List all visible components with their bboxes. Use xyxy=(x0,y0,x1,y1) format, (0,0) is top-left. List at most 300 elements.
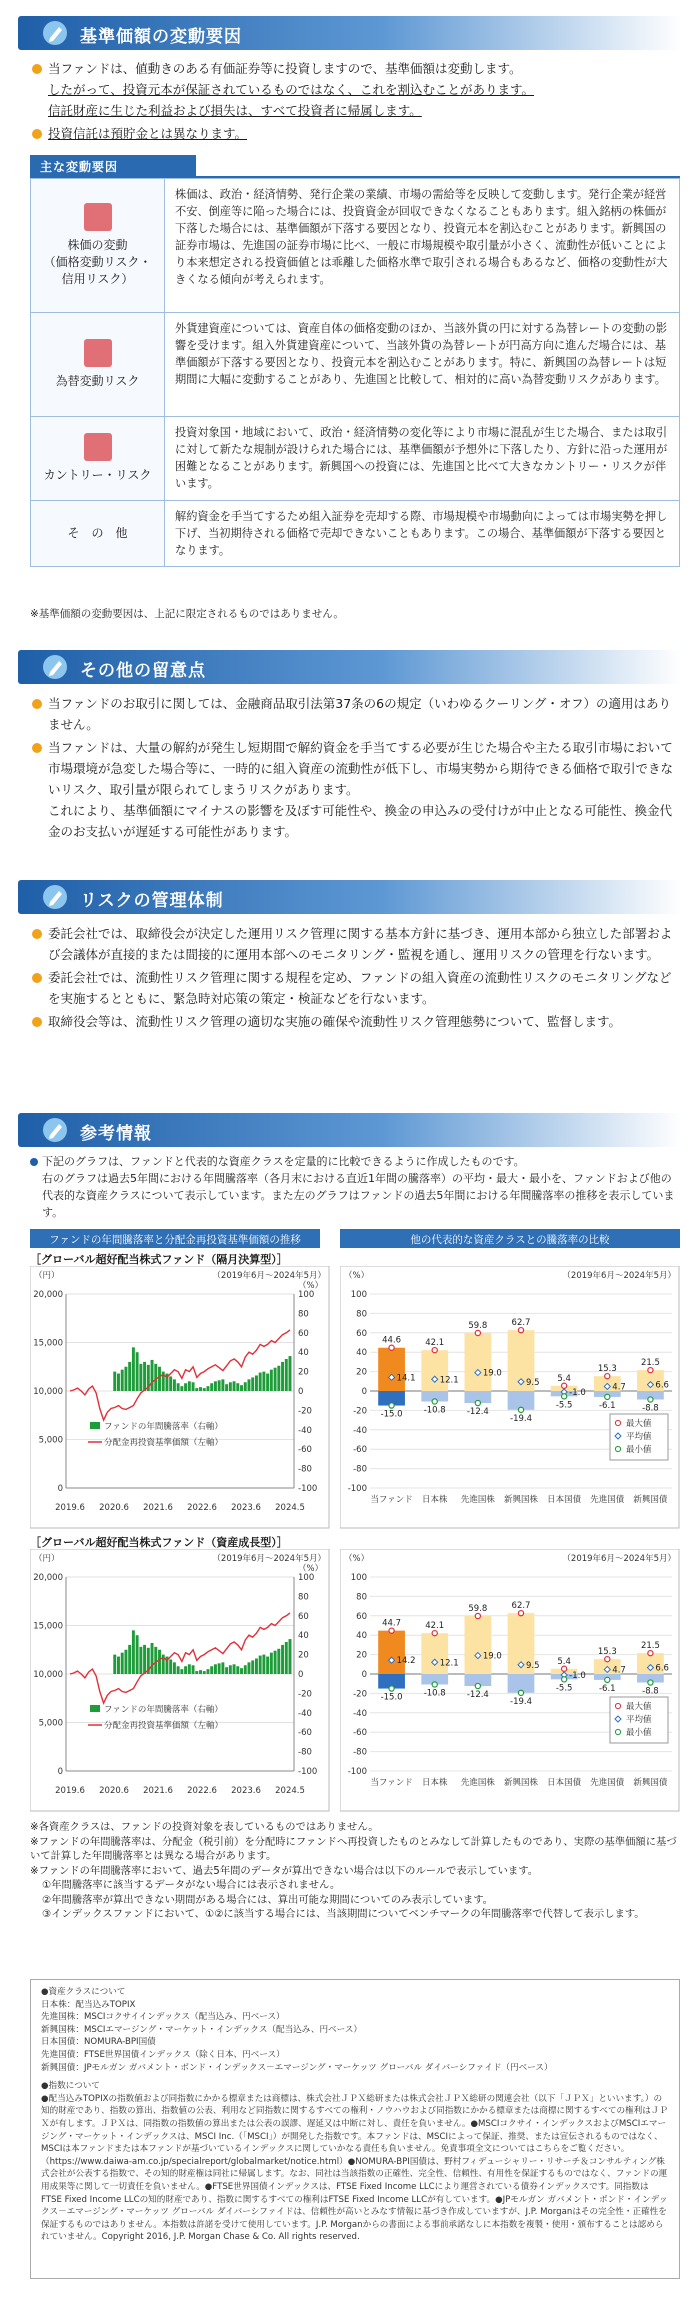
y-right-tick: 60 xyxy=(298,1611,309,1622)
chart-period: （2019年6月～2024年5月） xyxy=(212,1554,326,1564)
annual-return-bar xyxy=(143,1362,146,1391)
y-left-tick: 5,000 xyxy=(38,1718,63,1729)
max-point xyxy=(389,1345,394,1350)
annual-return-bar xyxy=(158,1367,161,1391)
annual-return-bar xyxy=(188,1381,191,1391)
bullet-item xyxy=(30,123,680,144)
risk-label: 信用リスク） xyxy=(61,272,134,286)
annual-return-bar xyxy=(206,1669,209,1674)
avg-label: 12.1 xyxy=(439,1375,459,1386)
y-left-tick: 5,000 xyxy=(38,1435,63,1446)
annual-return-bar xyxy=(248,1379,251,1391)
annual-return-bar xyxy=(236,1666,239,1674)
reference-intro xyxy=(30,1153,680,1221)
max-label: 42.1 xyxy=(425,1621,445,1632)
y-tick: -40 xyxy=(353,1708,367,1719)
min-label: -5.5 xyxy=(555,1400,573,1411)
footer-line: ●指数について xyxy=(41,2081,100,2092)
x-tick: 日本株 xyxy=(421,1495,448,1505)
y-right-tick: -60 xyxy=(298,1445,312,1456)
annual-return-bar xyxy=(117,1374,120,1391)
risk-description: 外貨建資産については、資産自体の価格変動のほか、当該外貨の円に対する為替レートの変動の影響を受けます。組入外貨建資産について、当該外貨の為替レートが円高方向に進んだ場合には、基準価額が下落する要因となり、投資元本を割込むことがあります。特に、新興国の為替レートは短期間に大幅に変動することがあり、先進国と比較して、相対的に高い為替変動リスクがあります。 xyxy=(165,313,680,417)
min-label: -12.4 xyxy=(466,1690,489,1701)
annual-return-bar xyxy=(274,1368,277,1391)
min-point xyxy=(475,1400,480,1405)
annual-return-bar xyxy=(262,1655,265,1674)
min-label: -10.8 xyxy=(423,1405,446,1416)
annual-return-bar xyxy=(113,1372,116,1391)
intro-line xyxy=(30,1153,680,1170)
risk-label: 株価の変動 xyxy=(67,238,128,252)
legend-bar-label: ファンドの年間騰落率（右軸） xyxy=(104,1422,223,1432)
max-label: 21.5 xyxy=(640,1641,660,1652)
x-tick: 日本国債 xyxy=(547,1778,582,1788)
y-left-tick: 0 xyxy=(57,1484,63,1494)
annual-return-bar xyxy=(169,1376,172,1391)
min-label: -19.4 xyxy=(510,1413,532,1424)
y-right-tick: 60 xyxy=(298,1328,309,1339)
y-right-tick: 40 xyxy=(298,1348,309,1359)
risk-label-cell xyxy=(31,179,165,313)
avg-label: 6.6 xyxy=(655,1380,669,1391)
annual-return-bar xyxy=(154,1364,157,1391)
max-label: 62.7 xyxy=(511,1601,531,1612)
annual-return-bar xyxy=(214,1381,217,1391)
legend-max-label: 最大値 xyxy=(626,1419,652,1429)
chart-note: ③インデックスファンドにおいて、①②に該当する場合には、当該期間についてベンチマークの年間騰落率で代替して表示します。 xyxy=(42,1908,645,1920)
y-right-unit: （%） xyxy=(298,1281,324,1291)
max-point xyxy=(605,1657,610,1662)
risk-description: 株価は、政治・経済情勢、発行企業の業績、市場の需給等を反映して変動します。発行企業が経営不安、倒産等に陥った場合には、投資資金が回収できなくなることもあります。組入銘柄の株価が下落した場合には、基準価額が下落する要因となり、投資元本を割込むことがあります。新興国の証券市場は、先進国の証券市場に比べ、一般に市場規模や取引量が小さく、流動性が低いことにより本来想定される投資価値とは乖離した価格水準で取引される場合もあるなど、価格の変動性が大きくなる傾向が考えられます。 xyxy=(165,179,680,313)
y-tick: 60 xyxy=(356,1328,367,1339)
footer-line: 日本株：配当込みTOPIX xyxy=(41,1999,136,2010)
min-label: -5.5 xyxy=(555,1683,573,1694)
annual-return-bar xyxy=(240,1385,243,1391)
max-point xyxy=(389,1628,394,1633)
y-left-tick: 0 xyxy=(57,1767,63,1777)
x-tick: 新興国株 xyxy=(503,1495,539,1505)
risk-note: ※基準価額の変動要因は、上記に限定されるものではありません。 xyxy=(30,608,344,620)
y-tick: -80 xyxy=(353,1747,367,1758)
y-right-tick: -100 xyxy=(298,1767,318,1777)
annual-return-bar xyxy=(188,1664,191,1674)
risk-label-cell xyxy=(31,313,165,417)
table-row xyxy=(31,501,680,567)
y-tick: -40 xyxy=(353,1425,367,1436)
annual-return-bar xyxy=(173,1379,176,1391)
y-right-unit: （%） xyxy=(298,1564,324,1574)
x-tick: 新興国債 xyxy=(633,1495,668,1505)
avg-label: 6.6 xyxy=(655,1663,669,1674)
annual-return-bar xyxy=(139,1647,142,1674)
y-left-tick: 15,000 xyxy=(33,1338,63,1349)
y-right-tick: 80 xyxy=(298,1309,309,1320)
pen-icon xyxy=(42,20,68,46)
risk-label: （価格変動リスク・ xyxy=(43,255,152,269)
annual-return-bar xyxy=(262,1372,265,1391)
chart-note: ※ファンドの年間騰落率において、過去5年間のデータが算出できない場合は以下のルールで表示しています。 xyxy=(30,1864,538,1877)
pen-icon xyxy=(42,654,68,680)
annual-return-bar xyxy=(203,1671,206,1674)
x-tick: 当ファンド xyxy=(370,1778,413,1788)
max-point xyxy=(432,1631,437,1636)
table-row xyxy=(31,417,680,501)
annual-return-bar xyxy=(277,1366,280,1391)
legend-min-swatch xyxy=(615,1729,620,1734)
min-label: -6.1 xyxy=(598,1400,616,1411)
x-tick: 2020.6 xyxy=(99,1503,129,1513)
annual-return-bar xyxy=(136,1635,139,1674)
y-right-tick: 100 xyxy=(298,1290,315,1300)
annual-return-bar xyxy=(173,1662,176,1674)
annual-return-bar xyxy=(259,1656,262,1674)
annual-return-bar xyxy=(139,1364,142,1391)
annual-return-bar xyxy=(124,1650,127,1674)
x-tick: 日本国債 xyxy=(547,1495,582,1505)
avg-label: 4.7 xyxy=(612,1665,626,1676)
chart-frame xyxy=(30,1549,329,1811)
y-tick: 20 xyxy=(356,1650,367,1661)
avg-label: 14.2 xyxy=(396,1656,416,1667)
y-right-tick: 0 xyxy=(298,1387,304,1397)
max-point xyxy=(475,1613,480,1618)
y-tick: 80 xyxy=(356,1309,367,1320)
avg-label: 4.7 xyxy=(612,1382,626,1393)
risk-label-cell xyxy=(31,417,165,501)
y-right-tick: 40 xyxy=(298,1631,309,1642)
legend-max-label: 最大値 xyxy=(626,1702,652,1712)
annual-return-bar xyxy=(236,1383,239,1391)
nav-bullets xyxy=(30,58,680,146)
avg-label: 19.0 xyxy=(482,1651,502,1662)
fund-line-chart xyxy=(30,1266,330,1529)
section-header-nav-factors xyxy=(18,16,682,50)
annual-return-bar xyxy=(270,1370,273,1391)
annual-return-bar xyxy=(195,1388,198,1391)
annual-return-bar xyxy=(132,1347,135,1391)
annual-return-bar xyxy=(203,1388,206,1391)
annual-return-bar xyxy=(180,1669,183,1674)
y-right-tick: -20 xyxy=(298,1689,312,1700)
y-left-tick: 10,000 xyxy=(33,1670,63,1680)
chart-frame xyxy=(30,1266,329,1528)
y-tick: 40 xyxy=(356,1631,367,1642)
max-bar xyxy=(464,1616,491,1674)
x-tick: 新興国債 xyxy=(633,1778,668,1788)
chart-period: （2019年6月～2024年5月） xyxy=(562,1271,676,1281)
min-label: -19.4 xyxy=(510,1696,532,1707)
annual-return-bar xyxy=(229,1665,232,1674)
max-label: 59.8 xyxy=(468,1603,488,1614)
annual-return-bar xyxy=(206,1386,209,1391)
min-point xyxy=(562,1677,567,1682)
min-point xyxy=(518,1690,523,1695)
max-label: 15.3 xyxy=(597,1647,617,1658)
min-point xyxy=(475,1683,480,1688)
section-title: その他の留意点 xyxy=(80,661,206,681)
bullet-text-underline: したがって、投資元本が保証されているものではなく、これを割込むことがあります。 xyxy=(48,82,535,97)
max-label: 59.8 xyxy=(468,1320,488,1331)
annual-return-bar xyxy=(255,1375,258,1391)
avg-label: 12.1 xyxy=(439,1658,459,1669)
annual-return-bar xyxy=(169,1659,172,1674)
bullet-item xyxy=(30,58,680,121)
y-right-tick: 20 xyxy=(298,1367,309,1378)
annual-return-bar xyxy=(128,1645,131,1674)
chart-period: （2019年6月～2024年5月） xyxy=(212,1271,326,1281)
x-tick: 2019.6 xyxy=(55,1503,85,1513)
y-tick: -60 xyxy=(353,1728,367,1739)
min-label: -15.0 xyxy=(380,1409,403,1420)
chart-notes xyxy=(30,1820,680,1922)
legend-line-label: 分配金再投資基準価額（左軸） xyxy=(104,1721,224,1731)
max-label: 42.1 xyxy=(425,1338,445,1349)
y-tick: -100 xyxy=(347,1484,367,1494)
x-tick: 2023.6 xyxy=(231,1786,261,1796)
max-label: 5.4 xyxy=(557,1656,571,1667)
x-tick: 新興国株 xyxy=(503,1778,539,1788)
x-tick: 2023.6 xyxy=(231,1503,261,1513)
section-header-risk-management xyxy=(18,880,682,914)
annual-return-bar xyxy=(274,1651,277,1674)
annual-return-bar xyxy=(259,1373,262,1391)
legend-avg-label: 平均値 xyxy=(626,1432,652,1442)
avg-label: -1.0 xyxy=(569,1670,586,1681)
annual-return-bar xyxy=(132,1630,135,1674)
annual-return-bar xyxy=(266,1657,269,1674)
footer-line: ●資産クラスについて xyxy=(41,1987,126,1997)
annual-return-bar xyxy=(281,1362,284,1391)
y-unit: （%） xyxy=(344,1554,370,1564)
y-right-tick: 0 xyxy=(298,1670,304,1680)
y-tick: 60 xyxy=(356,1611,367,1622)
y-right-tick: -100 xyxy=(298,1484,318,1494)
y-tick: 0 xyxy=(361,1387,367,1397)
annual-return-bar xyxy=(180,1386,183,1391)
legend-min-label: 最小値 xyxy=(626,1445,652,1455)
max-label: 44.6 xyxy=(382,1335,402,1346)
risk-description: 投資対象国・地域において、政治・経済情勢の変化等により市場に混乱が生じた場合、または取引に対して新たな規制が設けられた場合には、基準価額が予想外に下落したり、方針に沿った運用が困難となることがあります。新興国への投資には、先進国と比べて大きなカントリー・リスクが伴います。 xyxy=(165,417,680,501)
min-point xyxy=(648,1397,653,1402)
avg-label: 9.5 xyxy=(526,1660,540,1671)
footer-line: 日本国債：NOMURA-BPI国債 xyxy=(41,2037,156,2048)
max-bar xyxy=(464,1333,491,1391)
min-label: -8.8 xyxy=(642,1686,659,1697)
min-label: -8.8 xyxy=(642,1403,659,1414)
annual-return-bar xyxy=(221,1379,224,1391)
section-header-reference xyxy=(18,1113,682,1147)
min-point xyxy=(648,1680,653,1685)
annual-return-bar xyxy=(255,1658,258,1674)
fund-line-chart xyxy=(30,1549,330,1812)
risk-label: 為替変動リスク xyxy=(55,374,140,388)
risk-table-header: 主な変動要因 xyxy=(30,155,196,177)
avg-label: 19.0 xyxy=(482,1368,502,1379)
left-panel-title: ファンドの年間騰落率と分配金再投資基準価額の推移 xyxy=(30,1229,320,1248)
bullet-item xyxy=(30,737,680,842)
annual-return-bar xyxy=(199,1387,202,1391)
max-point xyxy=(562,1383,567,1388)
legend-line-label: 分配金再投資基準価額（左軸） xyxy=(104,1438,224,1448)
min-label: -15.0 xyxy=(380,1692,403,1703)
x-tick: 先進国株 xyxy=(460,1778,495,1788)
annual-return-bar xyxy=(210,1383,213,1391)
y-left-tick: 20,000 xyxy=(33,1290,63,1300)
risk-label: そ の 他 xyxy=(67,526,128,540)
chart-note: ①年間騰落率に該当するデータがない場合には表示されません。 xyxy=(42,1879,341,1891)
risk-label-cell xyxy=(31,501,165,567)
stock-price-icon xyxy=(84,203,112,231)
pen-icon xyxy=(42,884,68,910)
footer-line: 先進国債：FTSE世界国債インデックス（除く日本、円ベース） xyxy=(41,2049,285,2060)
y-tick: 0 xyxy=(361,1670,367,1680)
max-point xyxy=(518,1611,523,1616)
min-label: -12.4 xyxy=(466,1407,489,1418)
annual-return-bar xyxy=(221,1662,224,1674)
avg-label: 14.1 xyxy=(396,1373,416,1384)
bullet-item: 当ファンドのお取引に関しては、金融商品取引法第37条の6の規定（いわゆるクーリング・オフ）の適用はありません。 xyxy=(30,693,680,735)
max-point xyxy=(562,1666,567,1671)
x-tick: 当ファンド xyxy=(370,1495,413,1505)
y-unit: （%） xyxy=(344,1271,370,1281)
annual-return-bar xyxy=(113,1655,116,1674)
min-point xyxy=(389,1403,394,1408)
x-tick: 2022.6 xyxy=(187,1786,217,1796)
globe-icon xyxy=(84,433,112,461)
min-label: -10.8 xyxy=(423,1688,446,1699)
table-row xyxy=(31,313,680,417)
annual-return-bar xyxy=(192,1665,195,1674)
annual-return-bar xyxy=(281,1645,284,1674)
min-point xyxy=(432,1399,437,1404)
y-left-unit: （円） xyxy=(34,1554,60,1564)
annual-return-bar xyxy=(244,1382,247,1391)
footer-line: 新興国債：JPモルガン ガバメント・ボンド・インデックス－エマージング・マーケッツ グローバル ダイバーシファイド（円ベース） xyxy=(41,2062,553,2073)
annual-return-bar xyxy=(225,1667,228,1674)
annual-return-bar xyxy=(121,1653,124,1674)
annual-return-bar xyxy=(244,1665,247,1674)
footer-paragraph: ●配当込みTOPIXの指数値および同指数にかかる標章または商標は、株式会社ＪＰＸ総研または株式会社ＪＰＸ総研の関連会社（以下「ＪＰＸ」といいます。）の知的財産であり、指数の算出、指数値の公表、利用など同指数に関するすべての権利・ノウハウおよび同指数にかかる標章または商標に関するすべての権利はＪＰＸが有します。ＪＰＸは、同指数の指数値の算出または公表の誤謬、遅延又は中断に対し、責任を負いません。●MSCIコクサイ・インデックスおよびMSCIエマージング・マーケット・インデックスは、MSCI Inc.（「MSCI」）が開発した指数です。本ファンドは、MSCIによって保証、推奨、または宣伝されるものではなく、MSCIは本ファンドまたは本ファンドが基づいているインデックスに関していかなる責任も負いません。免責事項全文についてはこちらをご覧ください。（https://www.daiwa-am.co.jp/specialreport/globalmarket/notice.html）●NOMURA-BPI国債は、野村フィデューシャリー・リサーチ＆コンサルティング株式会社が公表する指数で、その知的財産権は同社に帰属します。なお、同社は当該指数の正確性、完全性、信頼性、有用性を保証するものではなく、ファンドの運用成果等に関して一切責任を負いません。●FTSE世界国債インデックスは、FTSE Fixed Income LLCにより運営されている債券インデックスです。同指数はFTSE Fixed Income LLCの知的財産であり、指数に関するすべての権利はFTSE Fixed Income LLCが有しています。●JPモルガン ガバメント・ボンド・インデックス－エマージング・マーケッツ グローバル ダイバーシファイドは、信頼性が高いとみなす情報に基づき作成していますが、J.P. Morganはその完全性・正確性を保証するものではありません。本指数は許諾を受けて使用しています。J.P. Morganからの書面による事前承諾なしに本指数を複製・使用・頒布することは認められていません。Copyright 2016, J.P. Morgan Chase & Co. All rights reserved. xyxy=(41,2093,669,2243)
min-point xyxy=(432,1682,437,1687)
bullet-dot-icon xyxy=(30,1158,38,1166)
y-right-tick: 20 xyxy=(298,1650,309,1661)
risk-label: カントリー・リスク xyxy=(43,468,152,482)
y-tick: 20 xyxy=(356,1367,367,1378)
section-header-other-notes xyxy=(18,650,682,684)
annual-return-bar xyxy=(158,1650,161,1674)
y-tick: 100 xyxy=(350,1290,367,1300)
max-label: 15.3 xyxy=(597,1364,617,1375)
x-tick: 先進国株 xyxy=(460,1495,495,1505)
annual-return-bar xyxy=(285,1359,288,1391)
right-panel-title: 他の代表的な資産クラスとの騰落率の比較 xyxy=(340,1229,680,1248)
annual-return-bar xyxy=(177,1666,180,1674)
annual-return-bar xyxy=(218,1380,221,1391)
x-tick: 先進国債 xyxy=(590,1778,625,1788)
max-label: 44.7 xyxy=(382,1618,402,1629)
y-tick: 80 xyxy=(356,1592,367,1603)
chart-period: （2019年6月～2024年5月） xyxy=(562,1554,676,1564)
bullet-text: 当ファンドは、大量の解約が発生し短期間で解約資金を手当てする必要が生じた場合や主たる取引市場において市場環境が急変した場合等に、一時的に組入資産の流動性が低下し、市場実勢から期待できる価格で取引できないリスク、取引量が限られてしまうリスクがあります。 xyxy=(48,740,674,797)
min-point xyxy=(389,1686,394,1691)
footer-line: 新興国株：MSCIエマージング・マーケット・インデックス（配当込み、円ベース） xyxy=(41,2024,363,2035)
annual-return-bar xyxy=(184,1666,187,1674)
max-point xyxy=(432,1348,437,1353)
annual-return-bar xyxy=(277,1649,280,1674)
x-tick: 2021.6 xyxy=(143,1503,173,1513)
max-point xyxy=(518,1328,523,1333)
annual-return-bar xyxy=(210,1666,213,1674)
legend-min-label: 最小値 xyxy=(626,1728,652,1738)
y-tick: -20 xyxy=(353,1689,367,1700)
annual-return-bar xyxy=(192,1382,195,1391)
y-right-tick: -60 xyxy=(298,1728,312,1739)
x-tick: 2024.5 xyxy=(275,1786,305,1796)
annual-return-bar xyxy=(177,1383,180,1391)
bullet-text: 当ファンドは、値動きのある有価証券等に投資しますので、基準価額は変動します。 xyxy=(48,61,522,76)
annual-return-bar xyxy=(143,1645,146,1674)
y-tick: 100 xyxy=(350,1573,367,1583)
risk-management-bullets xyxy=(30,923,680,1034)
y-right-tick: 100 xyxy=(298,1573,315,1583)
max-label: 5.4 xyxy=(557,1373,571,1384)
annual-return-bar xyxy=(225,1384,228,1391)
index-disclaimer-box xyxy=(30,1979,680,2279)
y-left-tick: 10,000 xyxy=(33,1387,63,1397)
legend-bar-swatch xyxy=(90,1705,100,1712)
annual-return-bar xyxy=(195,1671,198,1674)
annual-return-bar xyxy=(218,1663,221,1674)
asset-class-bar-chart xyxy=(340,1549,680,1812)
annual-return-bar xyxy=(251,1660,254,1674)
min-point xyxy=(605,1394,610,1399)
x-tick: 2022.6 xyxy=(187,1503,217,1513)
legend-max-swatch xyxy=(615,1420,620,1425)
bullet-text-underline: 信託財産に生じた利益および損失は、すべて投資者に帰属します。 xyxy=(48,103,422,118)
footer-line: 先進国株：MSCIコクサイインデックス（配当込み、円ベース） xyxy=(41,2012,285,2023)
fund-name: ［グローバル超好配当株式ファンド（隔月決算型）］ xyxy=(30,1253,288,1266)
max-point xyxy=(648,1368,653,1373)
max-point xyxy=(475,1330,480,1335)
max-point xyxy=(605,1374,610,1379)
min-point xyxy=(518,1407,523,1412)
annual-return-bar xyxy=(285,1642,288,1674)
y-right-tick: -40 xyxy=(298,1708,312,1719)
section-title: リスクの管理体制 xyxy=(80,891,224,911)
bullet-text: これにより、基準価額にマイナスの影響を及ぼす可能性や、換金の申込みの受付けが中止となる可能性、換金代金のお支払いが遅延する可能性があります。 xyxy=(48,803,673,839)
min-point xyxy=(605,1677,610,1682)
annual-return-bar xyxy=(266,1374,269,1391)
annual-return-bar xyxy=(251,1377,254,1391)
bullet-item: 委託会社では、取締役会が決定した運用リスク管理に関する基本方針に基づき、運用本部から独立した部署および会議体が直接的または間接的に運用本部へのモニタリング・監視を通し、運用リスクの管理を行ないます。 xyxy=(30,923,680,965)
legend-bar-label: ファンドの年間騰落率（右軸） xyxy=(104,1705,223,1715)
intro-text: 下記のグラフは、ファンドと代表的な資産クラスを定量的に比較できるように作成したものです。 xyxy=(42,1155,525,1168)
risk-description: 解約資金を手当てするため組入証券を売却する際、市場規模や市場動向によっては市場実勢を押し下げ、当初期待される価格で売却できないこともあります。この場合、基準価額が下落する要因となります。 xyxy=(165,501,680,567)
section-title: 基準価額の変動要因 xyxy=(80,27,242,47)
min-label: -6.1 xyxy=(598,1683,616,1694)
max-label: 62.7 xyxy=(511,1318,531,1329)
x-tick: 2020.6 xyxy=(99,1786,129,1796)
legend-bar-swatch xyxy=(90,1422,100,1429)
y-right-tick: -20 xyxy=(298,1406,312,1417)
avg-label: 9.5 xyxy=(526,1377,540,1388)
legend-max-swatch xyxy=(615,1703,620,1708)
y-tick: -80 xyxy=(353,1464,367,1475)
fund-name: ［グローバル超好配当株式ファンド（資産成長型）］ xyxy=(30,1536,288,1549)
currency-icon xyxy=(84,339,112,367)
x-tick: 2021.6 xyxy=(143,1786,173,1796)
y-tick: -100 xyxy=(347,1767,367,1777)
